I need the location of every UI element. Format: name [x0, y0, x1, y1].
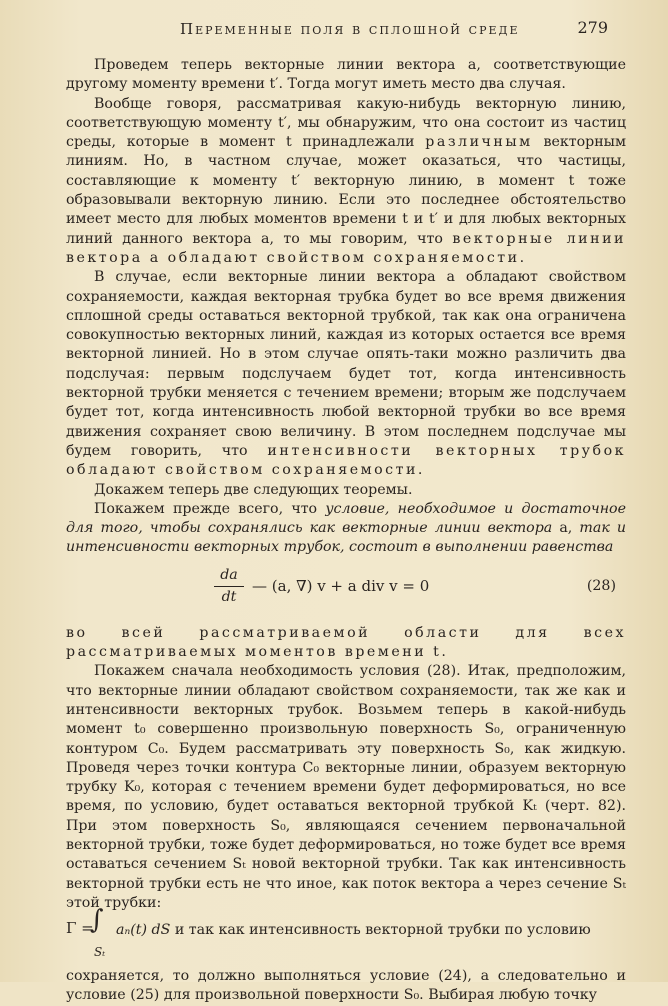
paragraph	[66, 624, 626, 663]
paragraph-text: Проведем теперь векторные линии вектора a, соответствующие другому моменту времени t′. Тогда могут иметь место два случая.	[66, 57, 626, 93]
integral-text	[116, 921, 626, 940]
paragraph	[66, 967, 626, 1006]
paragraph-text: векторным линиям. Но, в частном случае, может оказаться, что частицы, составляющие к моменту t′ векторную линию, в момент t тоже образовывали векторную линию. Если это последнее обстоятельство имеет место для любых моментов времени t и t′ и для любых векторных линий данного вектора a, то мы говорим, что	[66, 134, 627, 247]
emphasis-text: во всей рассматриваемой области для всех рассматриваемых моментов времени t.	[66, 624, 626, 661]
paragraph-text: сохраняется, то должно выполняться условие (24), а следовательно и условие (25) для произвольной поверхности S₀. Выбирая любую точку	[66, 968, 626, 1004]
running-title: Переменные поля в сплошной среде	[180, 20, 520, 38]
paragraph	[66, 500, 626, 558]
fraction-numerator: da	[214, 566, 244, 587]
integral-subscript: Sₜ	[94, 945, 106, 960]
paragraph-text: В случае, если векторные линии вектора a обладают свойством сохраняемости, каждая векторная трубка будет во все время движения сплошной среды оставаться векторной трубкой, так как она ограничена совокупностью векторных линий, каждая из которых остается все время векторной линией. Но в этом случае опять-таки можно различить два подслучая: первым подслучаем будет тот, когда интенсивность векторной трубки меняется с течением времени; вторым же подслучаем будет тот, когда интенсивность любой векторной трубки во все время движения сохраняет свою величину. В этом последнем подслучае мы будем говорить, что	[66, 269, 626, 459]
page-number: 279	[577, 18, 608, 37]
fraction-denominator: dt	[221, 589, 237, 606]
paragraph	[66, 481, 626, 500]
running-header	[60, 16, 608, 40]
italic-text: условие, необходимое и достаточное для того, чтобы сохранялись как векторные линии вектора	[66, 500, 626, 537]
equation-number: (28)	[586, 577, 616, 594]
page-body	[66, 56, 626, 1006]
paragraph-text: Покажем прежде всего, что	[94, 500, 318, 517]
paragraph	[66, 56, 626, 95]
italic-text: так и интенсивности векторных трубок, состоит в выполнении равенства	[66, 520, 627, 556]
paragraph	[66, 95, 626, 269]
paragraph-text: a,	[559, 520, 573, 537]
paragraph	[66, 268, 626, 480]
emphasis-text: векторные линии вектора a обладают свойством сохраняемости.	[66, 230, 627, 266]
derivative-fraction	[214, 566, 244, 608]
paragraph-text: Покажем сначала необходимость условия (28). Итак, предположим, что векторные линии обладают свойством сохраняемости, так же как и интенсивности векторных трубок. Возьмем теперь в какой-нибудь момент t₀ совершенно произвольную поверхность S₀, ограниченную контуром C₀. Будем рассматривать эту поверхность S₀, как жидкую. Проведя через точки контура C₀ векторные линии, образуем векторную трубку K₀, которая с течением времени будет деформироваться, но все время, по условию, будет оставаться векторной трубкой Kₜ (черт. 82). При этом поверхность S₀, являющаяся сечением первоначальной векторной трубки, тоже будет деформироваться, но тоже будет все время оставаться сечением Sₜ новой векторной трубки. Так как интенсивность векторной трубки есть не что иное, как поток вектора a через сечение Sₜ этой трубки:	[66, 663, 627, 911]
paragraph-text: Докажем теперь две следующих теоремы.	[94, 481, 413, 498]
equation-28	[66, 562, 626, 618]
emphasis-text: различным	[425, 134, 533, 151]
equation-body: — (a, ∇) v + a div v = 0	[252, 576, 430, 595]
emphasis-text: интенсивности векторных трубок обладают свойством сохраняемости.	[66, 442, 626, 479]
integrand: aₙ(t) dS	[116, 922, 171, 939]
integral-expression	[66, 905, 626, 963]
paragraph-text: и так как интенсивность векторной трубки по условию	[174, 922, 591, 939]
paragraph	[66, 662, 626, 913]
gamma-lhs: Γ =	[66, 919, 94, 938]
integral-sign: ∫	[90, 905, 104, 936]
paragraph-text: Вообще говоря, рассматривая какую-нибудь векторную линию, соответствующую моменту t′, мы обнаружим, что она состоит из частиц среды, которые в момент t принадлежали	[66, 95, 626, 151]
